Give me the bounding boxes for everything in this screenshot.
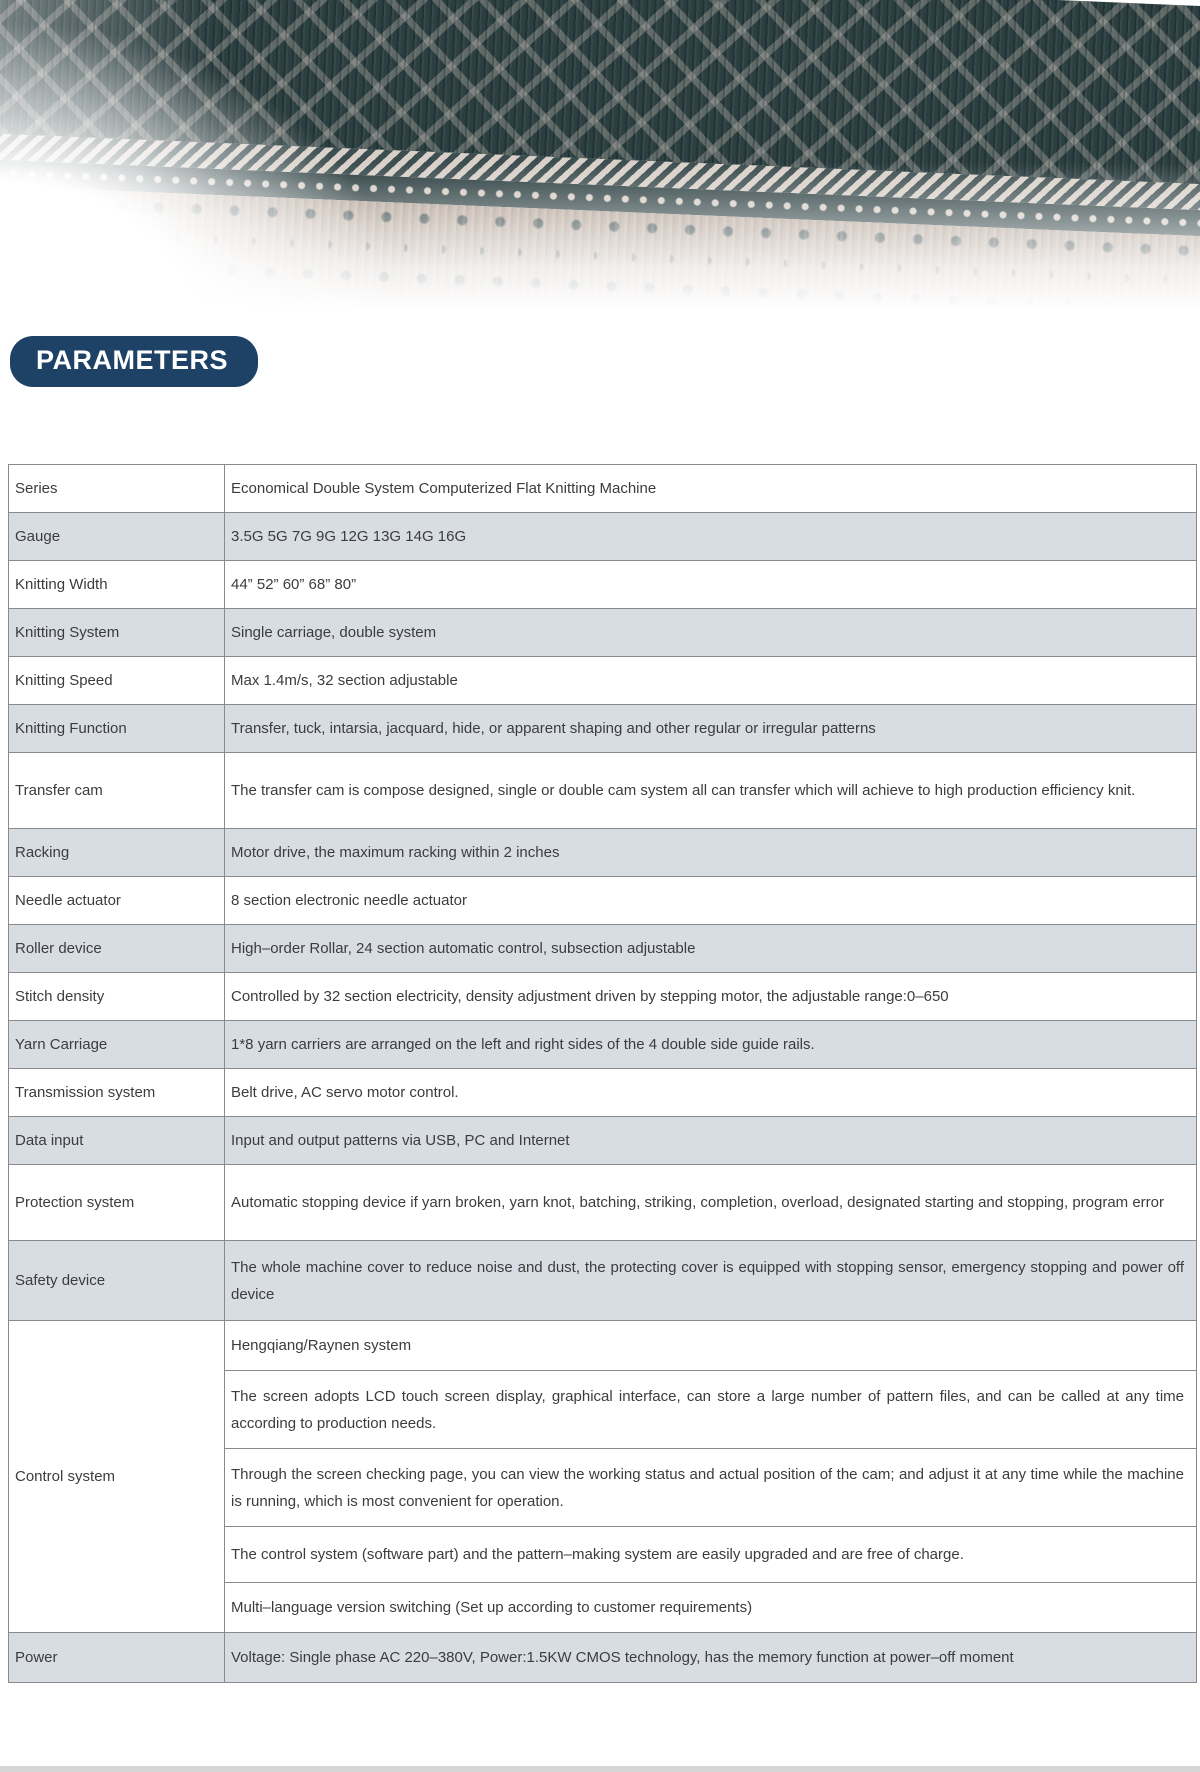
table-row xyxy=(9,657,1197,705)
param-value: Motor drive, the maximum racking within 2 inches xyxy=(225,829,1197,877)
param-label: Knitting Width xyxy=(9,561,225,609)
next-section-edge xyxy=(0,1766,1200,1772)
param-label: Stitch density xyxy=(9,973,225,1021)
param-label: Needle actuator xyxy=(9,877,225,925)
param-value: Voltage: Single phase AC 220–380V, Power:1.5KW CMOS technology, has the memory function at power–off moment xyxy=(225,1633,1197,1683)
param-value: Hengqiang/Raynen system xyxy=(225,1321,1197,1371)
param-label: Transfer cam xyxy=(9,753,225,829)
table-row xyxy=(9,753,1197,829)
param-label: Control system xyxy=(9,1321,225,1633)
param-label: Roller device xyxy=(9,925,225,973)
param-label: Gauge xyxy=(9,513,225,561)
table-row xyxy=(9,465,1197,513)
photo-white-fade xyxy=(0,0,1200,312)
param-label: Data input xyxy=(9,1117,225,1165)
param-value: Economical Double System Computerized Flat Knitting Machine xyxy=(225,465,1197,513)
table-row xyxy=(9,973,1197,1021)
table-row xyxy=(9,1021,1197,1069)
param-value: 44” 52” 60” 68” 80” xyxy=(225,561,1197,609)
param-label: Yarn Carriage xyxy=(9,1021,225,1069)
table-row xyxy=(9,1069,1197,1117)
param-value: Controlled by 32 section electricity, density adjustment driven by stepping motor, the adjustable range:0–650 xyxy=(225,973,1197,1021)
parameters-table xyxy=(8,464,1197,1683)
param-value: Through the screen checking page, you can view the working status and actual position of the cam; and adjust it at any time while the machine is running, which is most convenient for operation. xyxy=(225,1449,1197,1527)
param-value: The control system (software part) and the pattern–making system are easily upgraded and are free of charge. xyxy=(225,1527,1197,1583)
param-value: Max 1.4m/s, 32 section adjustable xyxy=(225,657,1197,705)
param-label: Power xyxy=(9,1633,225,1683)
param-value: 3.5G 5G 7G 9G 12G 13G 14G 16G xyxy=(225,513,1197,561)
table-row xyxy=(9,877,1197,925)
param-value: High–order Rollar, 24 section automatic control, subsection adjustable xyxy=(225,925,1197,973)
table-row xyxy=(9,609,1197,657)
table-row xyxy=(9,705,1197,753)
table-row xyxy=(9,1321,1197,1371)
table-row xyxy=(9,561,1197,609)
param-value: Input and output patterns via USB, PC and Internet xyxy=(225,1117,1197,1165)
table-row xyxy=(9,1633,1197,1683)
param-value: Belt drive, AC servo motor control. xyxy=(225,1069,1197,1117)
param-value: Single carriage, double system xyxy=(225,609,1197,657)
param-value: 8 section electronic needle actuator xyxy=(225,877,1197,925)
param-value: Transfer, tuck, intarsia, jacquard, hide, or apparent shaping and other regular or irregular patterns xyxy=(225,705,1197,753)
param-label: Transmission system xyxy=(9,1069,225,1117)
parameters-heading: PARAMETERS xyxy=(10,336,258,387)
param-label: Knitting System xyxy=(9,609,225,657)
param-value: 1*8 yarn carriers are arranged on the left and right sides of the 4 double side guide rails. xyxy=(225,1021,1197,1069)
table-row xyxy=(9,513,1197,561)
param-value: Automatic stopping device if yarn broken, yarn knot, batching, striking, completion, overload, designated starting and stopping, program error xyxy=(225,1165,1197,1241)
param-value: Multi–language version switching (Set up according to customer requirements) xyxy=(225,1583,1197,1633)
table-row xyxy=(9,925,1197,973)
table-row xyxy=(9,1165,1197,1241)
knit-fabric-photo xyxy=(0,0,1200,312)
param-label: Knitting Function xyxy=(9,705,225,753)
param-label: Safety device xyxy=(9,1241,225,1321)
table-row xyxy=(9,1241,1197,1321)
param-value: The whole machine cover to reduce noise and dust, the protecting cover is equipped with stopping sensor, emergency stopping and power off device xyxy=(225,1241,1197,1321)
param-label: Knitting Speed xyxy=(9,657,225,705)
table-row xyxy=(9,1117,1197,1165)
param-label: Protection system xyxy=(9,1165,225,1241)
table-row xyxy=(9,829,1197,877)
param-label: Racking xyxy=(9,829,225,877)
param-label: Series xyxy=(9,465,225,513)
param-value: The transfer cam is compose designed, single or double cam system all can transfer which will achieve to high production efficiency knit. xyxy=(225,753,1197,829)
param-value: The screen adopts LCD touch screen display, graphical interface, can store a large number of pattern files, and can be called at any time according to production needs. xyxy=(225,1371,1197,1449)
